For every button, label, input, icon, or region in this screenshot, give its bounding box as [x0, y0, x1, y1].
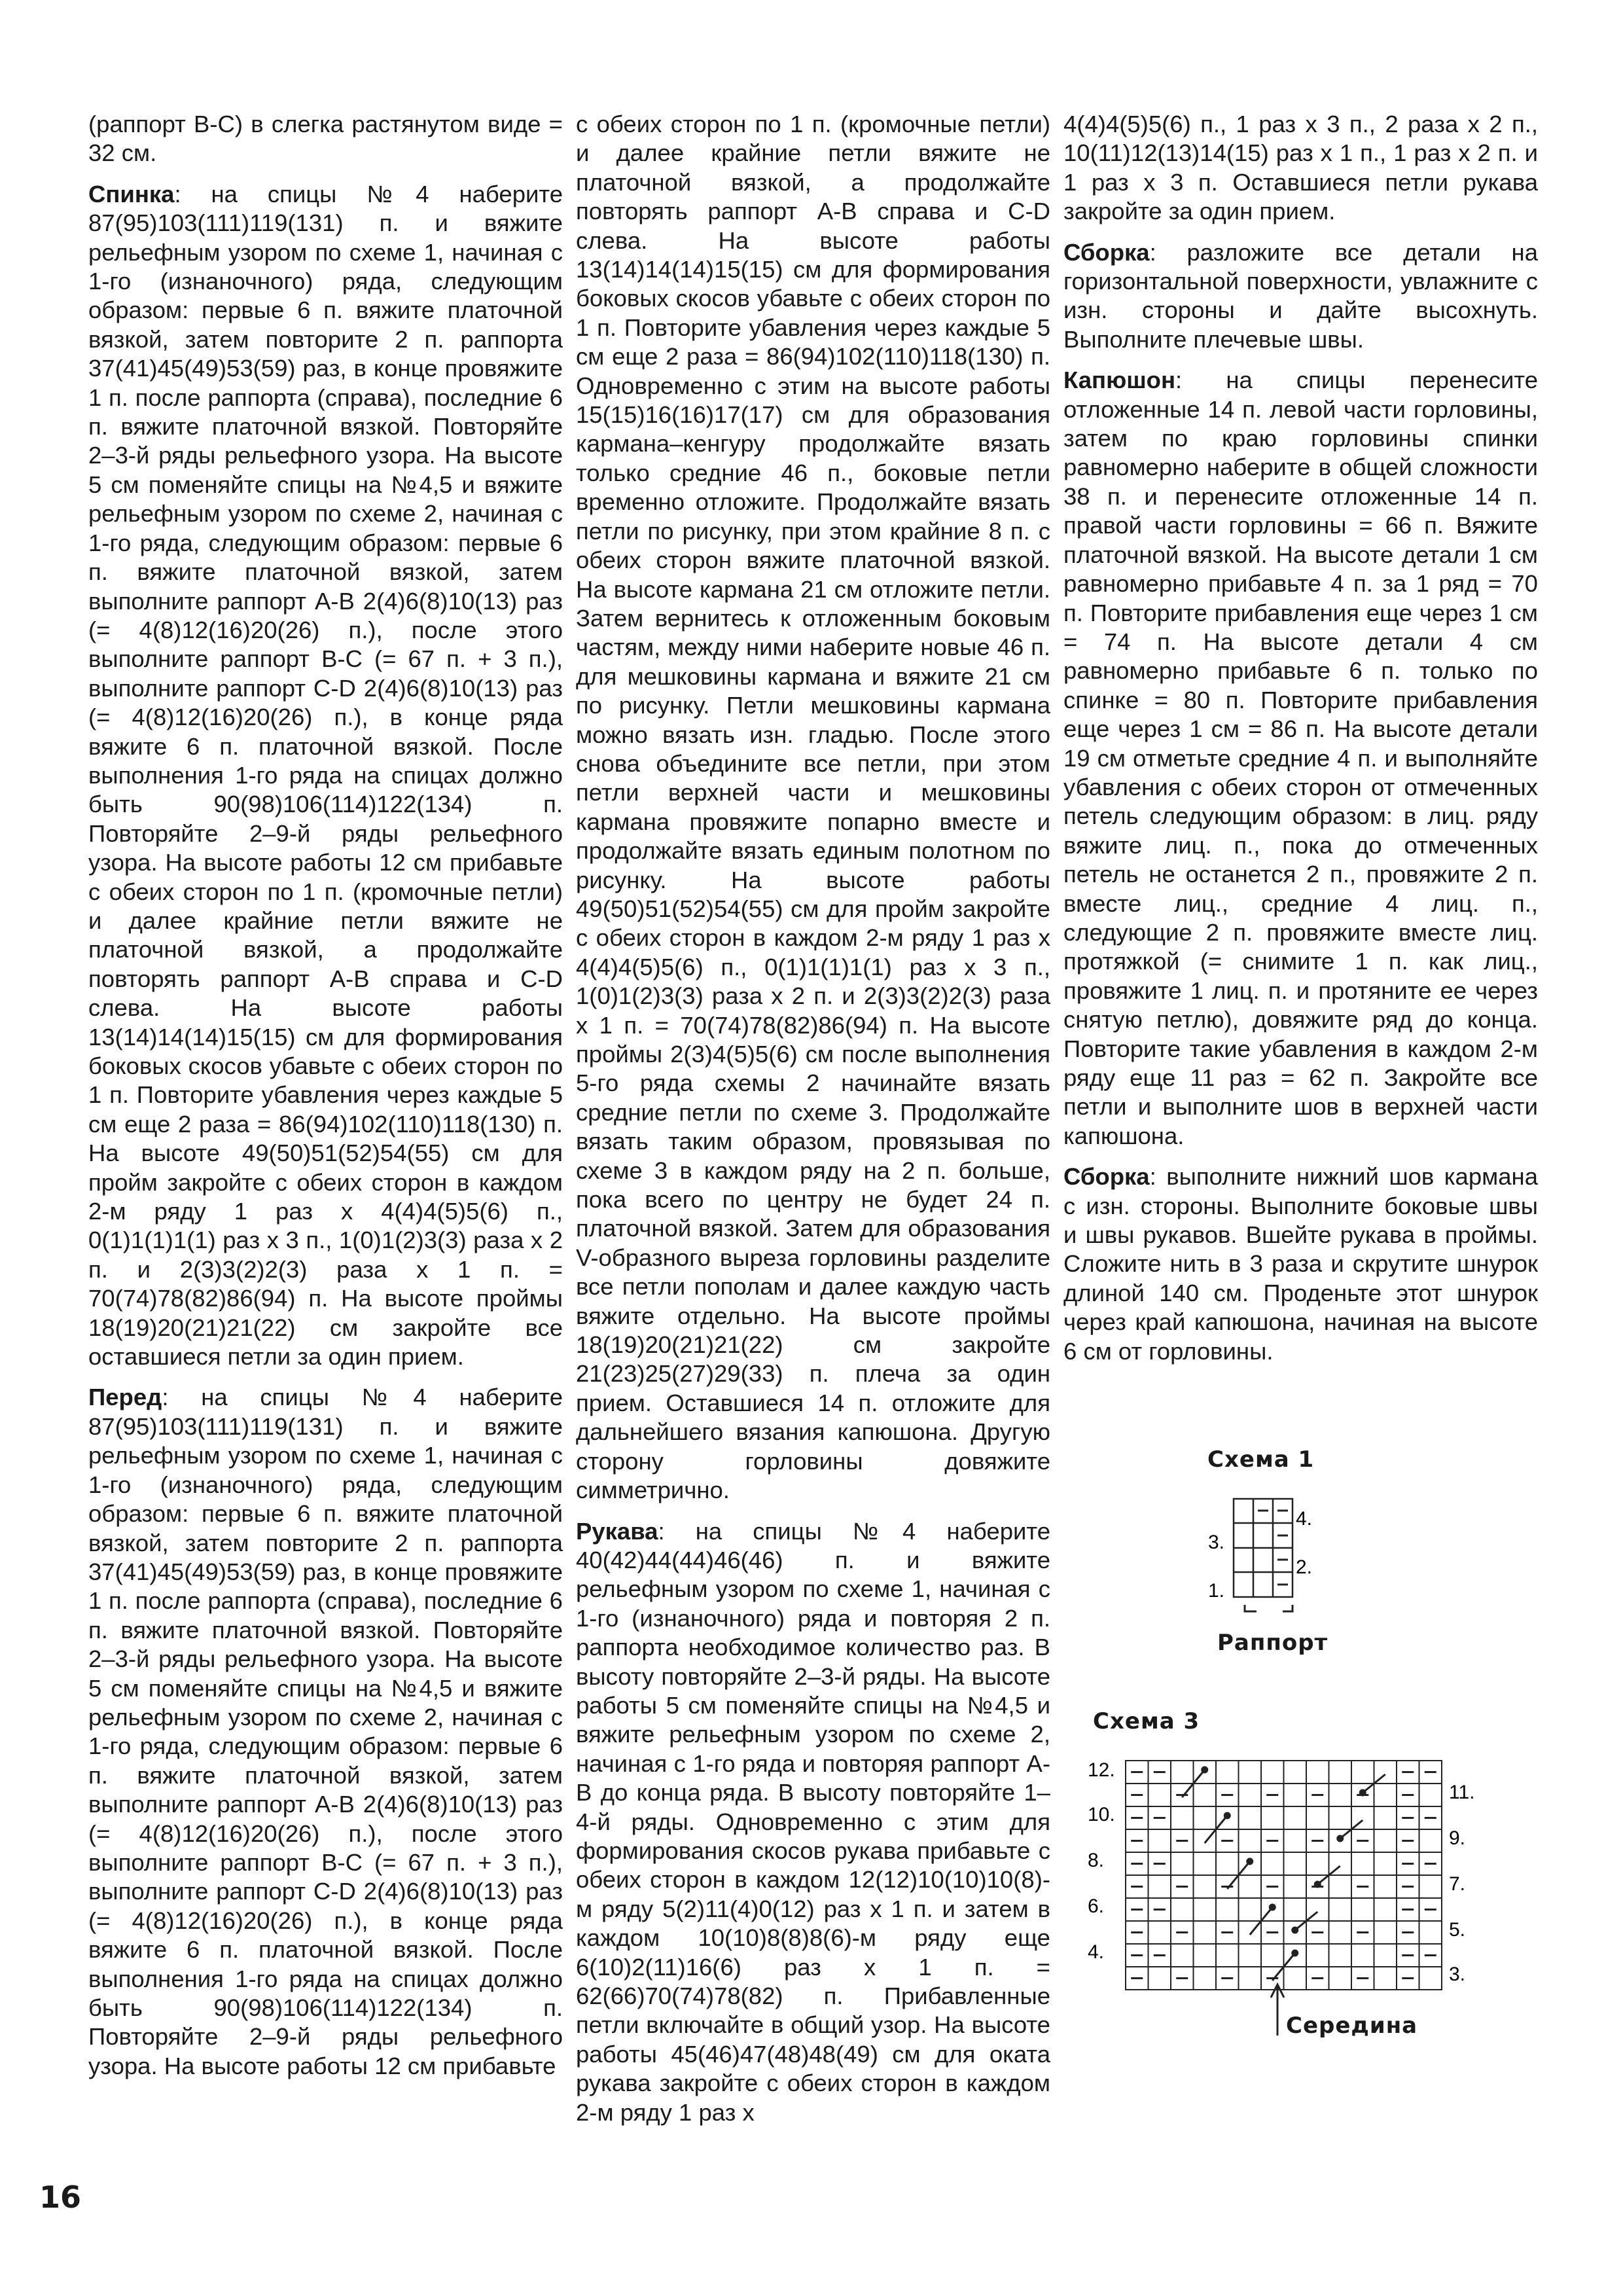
scheme3-row-label-right-9: 9.	[1449, 1827, 1466, 1849]
scheme3-row-label-right-7: 7.	[1449, 1873, 1466, 1895]
scheme3-row-label-left-10: 10.	[1088, 1804, 1115, 1825]
back-heading: Спинка	[88, 180, 175, 207]
scheme3-row-label-right-5: 5.	[1449, 1919, 1466, 1941]
page-number: 16	[39, 2179, 82, 2215]
assembly1-paragraph: Сборка: разложите все детали на горизонтальной поверхности, увлажните с изн. стороны и дайте высохнуть. Выполните плечевые швы.	[1063, 238, 1538, 353]
front-heading: Перед	[88, 1384, 162, 1411]
intro-paragraph: (раппорт В-С) в слегка растянутом виде = 32 см.	[88, 111, 563, 167]
scheme1-chart	[1198, 1492, 1329, 1636]
scheme3-row-label-right-11: 11.	[1449, 1782, 1475, 1803]
sleeve-paragraph: Рукава: на спицы №4 наберите 40(42)44(44)46(46) п. и вяжите рельефным узором по схеме 1, начиная с 1-го (изнаночного) ряда и повторяя 2 п. раппорта необходимое количество раз. В высоту повторяйте 2–3-й ряды. На высоте работы 5 см поменяйте спицы на №4,5 и вяжите рельефным узором по схеме 2, начиная с 1-го ряда и повторяя раппорт А-В до конца ряда. В высоту повторяйте 1–4-й ряды. Одновременно с этим для формирования скосов рукава прибавьте с обеих сторон в каждом 12(12)10(10)10(8)-м ряду 5(2)11(4)0(12) раз х 1 п. и затем в каждом 10(10)8(8)8(6)-м ряду еще 6(10)2(11)16(6) раз х 1 п. = 62(66)70(74)78(82) п. Прибавленные петли включайте в общий узор. На высоте работы 45(46)47(48)48(49) см для оката рукава закройте с обеих сторон в каждом 2-м ряду 1 раз х	[576, 1517, 1050, 2126]
text-column-2	[576, 110, 1050, 2139]
sleeve-heading: Рукава	[576, 1517, 658, 1545]
front-continued-paragraph: с обеих сторон по 1 п. (кромочные петли) и далее крайние петли вяжите не платочной вязкой, а продолжайте повторять раппорт А-В справа и С-D слева. На высоте работы 13(14)14(14)15(15) см для формирования боковых скосов убавьте с обеих сторон по 1 п. Повторите убавления через каждые 5 см еще 2 раза = 86(94)102(110)118(130) п. Одновременно с этим на высоте работы 15(15)16(16)17(17) см для образования кармана–кенгуру продолжайте вязать только средние 46 п., боковые петли временно отложите. Продолжайте вязать петли по рисунку, при этом крайние 8 п. с обеих сторон вяжите платочной вязкой. На высоте кармана 21 см отложите петли. Затем вернитесь к отложенным боковым частям, между ними наберите новые 46 п. для мешковины кармана и вяжите 21 см по рисунку. Петли мешковины кармана можно вязать изн. гладью. После этого снова объедините все петли, при этом петли верхней части и мешковины кармана провяжите попарно вместе и продолжайте вязать единым полотном по рисунку. На высоте работы 49(50)51(52)54(55) см для пройм закройте с обеих сторон в каждом 2-м ряду 1 раз х 4(4)4(5)5(6) п., 0(1)1(1)1(1) раз х 3 п., 1(0)1(2)3(3) раза х 2 п. и 2(3)3(2)2(3) раза х 1 п. = 70(74)78(82)86(94) п. На высоте проймы 2(3)4(5)5(6) см после выполнения 5-го ряда схемы 2 начинайте вязать средние петли по схеме 3. Продолжайте вязать таким образом, провязывая по схеме 3 в каждом ряду на 2 п. больше, пока всего по центру не будет 24 п. платочной вязкой. Затем для образования V-образного выреза горловины разделите все петли пополам и далее каждую часть вяжите отдельно. На высоте проймы 18(19)20(21)21(22) см закройте 21(23)25(27)29(33) п. плеча за один прием. Оставшиеся 14 п. отложите для дальнейшего вязания капюшона. Другую сторону горловины довяжите симметрично.	[576, 111, 1050, 1504]
scheme3-chart	[1073, 1754, 1492, 2042]
assembly2-heading: Сборка	[1063, 1163, 1150, 1191]
front-paragraph: Перед: на спицы №4 наберите 87(95)103(111)119(131) п. и вяжите рельефным узором по схеме 1, начиная с 1-го (изнаночного) ряда, следующим образом: первые 6 п. вяжите платочной вязкой, затем повторите 2 п. раппорта 37(41)45(49)53(59) раз, в конце провяжите 1 п. после раппорта (справа), последние 6 п. вяжите платочной вязкой. Повторяйте 2–3-й ряды рельефного узора. На высоте 5 см поменяйте спицы на №4,5 и вяжите рельефным узором по схеме 2, начиная с 1-го ряда, следующим образом: первые 6 п. вяжите платочной вязкой, затем выполните раппорт А-В 2(4)6(8)10(13) раз (= 4(8)12(16)20(26) п.), после этого выполните раппорт В-С (= 67 п. + 3 п.), выполните раппорт С-D 2(4)6(8)10(13) раз (= 4(8)12(16)20(26) п.), в конце ряда вяжите 6 п. платочной вязкой. После выполнения 1-го ряда на спицах должно быть 90(98)106(114)122(134) п. Повторяйте 2–9-й ряды рельефного узора. На высоте работы 12 см прибавьте	[88, 1384, 563, 2079]
hood-paragraph: Капюшон: на спицы перенесите отложенные 14 п. левой части горловины, затем по краю горловины спинки равномерно наберите в общей сложности 38 п. и перенесите отложенные 14 п. правой части горловины = 66 п. Вяжите платочной вязкой. На высоте детали 1 см равномерно прибавьте 4 п. за 1 ряд = 70 п. Повторите прибавления еще через 1 см = 74 п. На высоте детали 4 см равномерно прибавьте 6 п. только по спинке = 80 п. Повторите прибавления еще через 1 см = 86 п. На высоте детали 19 см отметьте средние 4 п. и выполняйте убавления с обеих сторон от отмеченных петель следующим образом: в лиц. ряду вяжите лиц. п., пока до отмеченных петель не останется 2 п., провяжите 2 п. вместе лиц., средние 4 лиц. п., следующие 2 п. провяжите вместе лиц. протяжкой (= снимите 1 п. как лиц., провяжите 1 лиц. п. и протяните ее через снятую петлю), довяжите ряд до конца. Повторите такие убавления в каждом 2-м ряду еще 11 раз = 62 п. Закройте все петли и выполните шов в верхней части капюшона.	[1063, 367, 1538, 1149]
scheme1-row-label-left-3: 3.	[1208, 1532, 1225, 1553]
text-column-1	[88, 110, 563, 2092]
text-column-3	[1063, 110, 1538, 1378]
scheme1-row-label-right-2: 2.	[1296, 1556, 1313, 1578]
scheme3-row-label-left-6: 6.	[1088, 1895, 1105, 1917]
scheme3-row-label-left-8: 8.	[1088, 1850, 1105, 1871]
scheme1-row-label-right-4: 4.	[1296, 1508, 1313, 1530]
scheme3-row-label-left-12: 12.	[1088, 1759, 1115, 1781]
hood-heading: Капюшон	[1063, 367, 1176, 394]
scheme1-title: Схема 1	[1207, 1446, 1315, 1473]
back-paragraph: Спинка: на спицы №4 наберите 87(95)103(111)119(131) п. и вяжите рельефным узором по схеме 1, начиная с 1-го (изнаночного) ряда, следующим образом: первые 6 п. вяжите платочной вязкой, затем повторите 2 п. раппорта 37(41)45(49)53(59) раз, в конце провяжите 1 п. после раппорта (справа), последние 6 п. вяжите платочной вязкой. Повторяйте 2–3-й ряды рельефного узора. На высоте 5 см поменяйте спицы на №4,5 и вяжите рельефным узором по схеме 2, начиная с 1-го ряда, следующим образом: первые 6 п. вяжите платочной вязкой, затем выполните раппорт А-В 2(4)6(8)10(13) раз (= 4(8)12(16)20(26) п.), после этого выполните раппорт В-С (= 67 п. + 3 п.), выполните раппорт С-D 2(4)6(8)10(13) раз (= 4(8)12(16)20(26) п.), в конце ряда вяжите 6 п. платочной вязкой. После выполнения 1-го ряда на спицах должно быть 90(98)106(114)122(134) п. Повторяйте 2–9-й ряды рельефного узора. На высоте работы 12 см прибавьте с обеих сторон по 1 п. (кромочные петли) и далее крайние петли вяжите не платочной вязкой, а продолжайте повторять раппорт А-В справа и С-D слева. На высоте работы 13(14)14(14)15(15) см для формирования боковых скосов убавьте с обеих сторон по 1 п. Повторите убавления через каждые 5 см еще 2 раза = 86(94)102(110)118(130) п. На высоте 49(50)51(52)54(55) см для пройм закройте с обеих сторон в каждом 2-м ряду 1 раз х 4(4)4(5)5(6) п., 0(1)1(1)1(1) раз х 3 п., 1(0)1(2)3(3) раза х 2 п. и 2(3)3(2)2(3) раза х 1 п. = 70(74)78(82)86(94) п. На высоте проймы 18(19)20(21)21(22) см закройте все оставшиеся петли за один прием.	[88, 180, 563, 1371]
scheme3-title: Схема 3	[1093, 1708, 1200, 1734]
scheme3-caption: Середина	[1286, 2013, 1418, 2039]
assembly2-paragraph: Сборка: выполните нижний шов кармана с изн. стороны. Выполните боковые швы и швы рукавов. Вшейте рукава в проймы. Сложите нить в 3 раза и скрутите шнурок длиной 140 см. Проденьте этот шнурок через край капюшона, начиная на высоте 6 см от горловины.	[1063, 1163, 1538, 1365]
scheme3-row-label-right-3: 3.	[1449, 1964, 1466, 1985]
scheme3-row-label-left-4: 4.	[1088, 1941, 1105, 1963]
sleeve-continued-paragraph: 4(4)4(5)5(6) п., 1 раз х 3 п., 2 раза х 2 п., 10(11)12(13)14(15) раз х 1 п., 1 раз х 2 п. и 1 раз х 3 п. Оставшиеся петли рукава закройте за один прием.	[1063, 111, 1538, 225]
scheme1-caption: Раппорт	[1217, 1630, 1329, 1656]
assembly1-heading: Сборка	[1063, 238, 1150, 266]
scheme1-row-label-left-1: 1.	[1208, 1580, 1225, 1602]
